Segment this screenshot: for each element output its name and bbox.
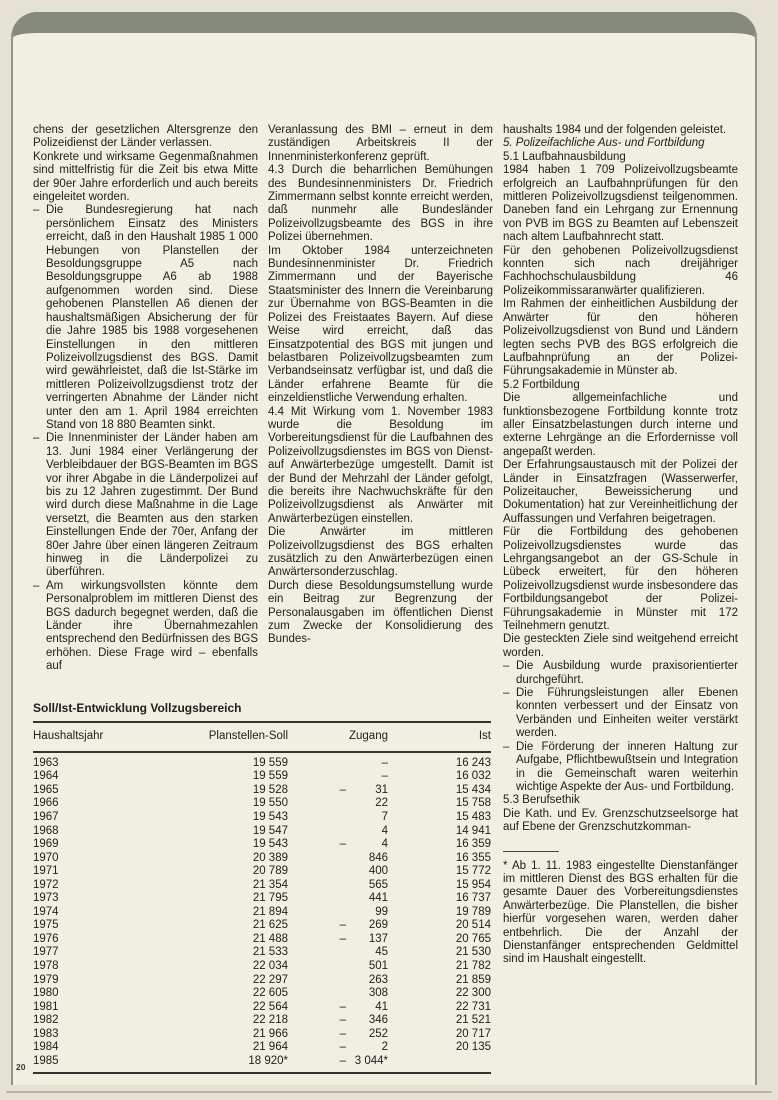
table-row bbox=[33, 919, 491, 933]
cell-zugang bbox=[288, 906, 388, 920]
cell-ist: 15 772 bbox=[455, 865, 491, 878]
page-content bbox=[33, 124, 738, 1074]
column-1 bbox=[33, 124, 258, 690]
minus-sign: – bbox=[339, 1041, 346, 1054]
table-row bbox=[33, 865, 491, 879]
cell-ist: 14 941 bbox=[455, 824, 491, 837]
zugang-value: 565 bbox=[368, 878, 388, 891]
paragraph: 1984 haben 1 709 Polizeivollzugsbeamte erfolgreich an Laufbahnprüfungen für den mittleren Polizeivollzugsdienst teilgenommen. Daneben fand ein Lehrgang zur Ernennung von PVB im BGS zu Beamten auf Lebenszeit nach altem Laufbahnrecht statt. bbox=[503, 164, 738, 244]
cell-ist: 21 530 bbox=[455, 946, 491, 959]
cell-haushaltsjahr: 1976 bbox=[33, 932, 59, 945]
cell-zugang bbox=[288, 852, 388, 866]
paragraph: Die Anwärter im mittleren Polizeivollzugsdienst des BGS erhalten zusätzlich zu den Anwärterbezügen einen Anwärtersonderzuschlag. bbox=[268, 526, 493, 579]
minus-sign: – bbox=[339, 1014, 346, 1027]
cell-haushaltsjahr: 1967 bbox=[33, 811, 59, 823]
cell-planstellen-soll: 21 966 bbox=[252, 1027, 288, 1040]
cell-haushaltsjahr: 1973 bbox=[33, 892, 59, 905]
cell-zugang bbox=[288, 946, 388, 960]
paragraph: Der Erfahrungsaustausch mit der Polizei der Länder in Einsatzfragen (Wasserwerfer, Polizeitaucher, Beweissicherung und Dokumentation) hat zur Vereinheitlichung der Auffassungen und Verfahren beigetragen. bbox=[503, 459, 738, 525]
minus-sign: – bbox=[339, 1000, 346, 1013]
zugang-value: 346 bbox=[368, 1014, 388, 1027]
text-columns bbox=[33, 124, 493, 690]
cell-planstellen-soll: 19 559 bbox=[252, 770, 288, 783]
paragraph: Im Rahmen der einheitlichen Ausbildung der Anwärter für den höheren Polizeivollzugsdienst von Bund und Ländern legten sechs PVB des BGS erfolgreich die Laufbahnprüfung an der Polizei-Führungsakademie in Münster ab. bbox=[503, 298, 738, 378]
section-heading-5-1: 5.1 Laufbahnausbildung bbox=[503, 150, 626, 163]
left-region bbox=[33, 124, 493, 1074]
table-row bbox=[33, 797, 491, 811]
cell-zugang bbox=[288, 1055, 388, 1074]
dash-item bbox=[33, 580, 258, 674]
dash-item-text: Die Führungsleistungen aller Ebenen konnten verbessert und der Einsatz von Verbänden und Einheiten weiter verstärkt werden. bbox=[516, 687, 738, 740]
cell-haushaltsjahr: 1966 bbox=[33, 797, 59, 810]
next-page-edge bbox=[6, 1091, 772, 1093]
dash-item-text: Die Förderung der inneren Haltung zur Aufgabe, Pflichtbewußtsein und Integration in die Gemeinschaft waren weiterhin wichtige Aspekte der Aus- und Fortbildung. bbox=[516, 740, 738, 793]
minus-sign: – bbox=[339, 783, 346, 796]
minus-sign: – bbox=[339, 1054, 346, 1067]
cell-zugang bbox=[288, 960, 388, 974]
cell-ist: 15 434 bbox=[455, 783, 491, 796]
zugang-value: 4 bbox=[381, 824, 388, 837]
table-row bbox=[33, 879, 491, 893]
cell-ist: 16 355 bbox=[455, 851, 491, 864]
zugang-value: – bbox=[381, 770, 388, 783]
paragraph: Für die Fortbildung des gehobenen Polizeivollzugsdienstes wurde das Lehrgangsangebot an der GS-Schule in Lübeck erweitert, für den höheren Polizeivollzugsdienst wurde insbesondere das Fortbildungsangebot der Polizei-Führungsakademie in Münster mit 172 Teilnehmern genutzt. bbox=[503, 526, 738, 633]
table-row bbox=[33, 1014, 491, 1028]
section-heading-5: 5. Polizeifachliche Aus- und Fortbildung bbox=[503, 137, 705, 150]
cell-haushaltsjahr: 1971 bbox=[33, 865, 59, 878]
paragraph: Im Oktober 1984 unterzeichneten Bundesinnenminister Dr. Friedrich Zimmermann und der Bayerische Staatsminister des Innern die Vereinbarung zur Übernahme von BGS-Beamten in die Polizei des Freistaates Bayern. Auf diese Weise wird erreicht, daß das Einsatzpotential des BGS mit jungen und belastbaren Polizeivollzugsbeamten zum Verbandseinsatz verfügbar ist, und daß die Länder erfahrene Beamte für die einzeldienstliche Verwendung erhalten. bbox=[268, 244, 493, 405]
header-planstellen-soll: Planstellen-Soll bbox=[178, 722, 288, 751]
table-title: Soll/Ist-Entwicklung Vollzugsbereich bbox=[33, 701, 242, 715]
dash-marker: – bbox=[33, 204, 40, 217]
cell-zugang bbox=[288, 838, 388, 852]
cell-zugang bbox=[288, 865, 388, 879]
paragraph: Die allgemeinfachliche und funktionsbezogene Fortbildung konnte trotz aller Einsatzbelastungen durch interne und externe Lehrgänge an die Erfordernisse voll angepaßt werden. bbox=[503, 392, 738, 458]
section-heading-5-3: 5.3 Berufsethik bbox=[503, 794, 580, 807]
header-zugang: Zugang bbox=[288, 722, 388, 751]
paragraph: Durch diese Besoldungsumstellung wurde ein Beitrag zur Begrenzung der Personalausgaben im öffentlichen Dienst zum Zwecke der Konsolidierung des Bundes- bbox=[268, 579, 493, 646]
cell-planstellen-soll: 22 605 bbox=[252, 987, 288, 1000]
zugang-value: 441 bbox=[368, 892, 388, 905]
zugang-value: 31 bbox=[375, 783, 388, 796]
cell-zugang bbox=[288, 1028, 388, 1042]
cell-zugang bbox=[288, 811, 388, 825]
dash-item bbox=[33, 432, 258, 579]
footnote: * Ab 1. 11. 1983 eingestellte Dienstanfänger im mittleren Dienst des BGS erhalten für die gesamte Dauer des Vorbereitungsdienstes Anwärterbezüge. Die Planstellen, die bisher hierfür vorgesehen waren, werden daher entbehrlich. Die der Anzahl der Dienstanfänger entsprechenden Geldmittel sind im Haushalt eingestellt. bbox=[503, 859, 738, 966]
table-row bbox=[33, 987, 491, 1001]
paragraph: chens der gesetzlichen Altersgrenze den Polizeidienst der Länder verlassen. bbox=[33, 124, 258, 150]
cell-planstellen-soll: 22 218 bbox=[252, 1014, 288, 1027]
cell-ist: 21 859 bbox=[455, 973, 491, 986]
cell-ist: 15 758 bbox=[455, 797, 491, 810]
table-row bbox=[33, 946, 491, 960]
zugang-value: 4 bbox=[381, 838, 388, 851]
cell-planstellen-soll: 18 920* bbox=[248, 1054, 288, 1067]
table-row bbox=[33, 752, 491, 771]
cell-planstellen-soll: 19 559 bbox=[252, 756, 288, 769]
table-row bbox=[33, 838, 491, 852]
dash-item-text: Am wirkungsvollsten könnte dem Personalproblem im mittleren Dienst des BGS dadurch begegnet werden, daß die Länder ihre Übernahmezahlen entsprechend den Bedürfnissen des BGS erhöhen. Diese Frage wird – ebenfalls auf bbox=[46, 579, 258, 673]
cell-planstellen-soll: 20 789 bbox=[252, 865, 288, 878]
column-2 bbox=[268, 124, 493, 690]
paragraph-section-4-3: 4.3 Durch die beharrlichen Bemühungen des Bundesinnenministers Dr. Friedrich Zimmermann selbst konnte erreicht werden, daß nunmehr alle Bundesländer Polizeivollzugsbeamte des BGS in ihre Polizei übernehmen. bbox=[268, 164, 493, 244]
table-row bbox=[33, 974, 491, 988]
cell-haushaltsjahr: 1980 bbox=[33, 987, 59, 1000]
table-row bbox=[33, 906, 491, 920]
cell-zugang bbox=[288, 752, 388, 771]
paragraph-section-4-4: 4.4 Mit Wirkung vom 1. November 1983 wurde die Besoldung im Vorbereitungsdienst für die Laufbahnen des Polizeivollzugsdienstes im BGS von Dienst- auf Anwärterbezüge umgestellt. Damit ist der Bund der Mehrzahl der Länder gefolgt, die bereits ihre Nachwuchskräfte für den Polizeivollzugsdienst als Anwärter mit Anwärterbezügen einstellen. bbox=[268, 405, 493, 525]
cell-ist: 16 359 bbox=[455, 838, 491, 851]
cell-ist: 20 514 bbox=[455, 919, 491, 932]
table-row bbox=[33, 892, 491, 906]
cell-haushaltsjahr: 1975 bbox=[33, 919, 59, 932]
cell-haushaltsjahr: 1977 bbox=[33, 946, 59, 959]
zugang-value: 7 bbox=[381, 811, 388, 823]
minus-sign: – bbox=[339, 919, 346, 932]
cell-haushaltsjahr: 1972 bbox=[33, 878, 59, 891]
table-row bbox=[33, 852, 491, 866]
cell-planstellen-soll: 19 547 bbox=[252, 824, 288, 837]
zugang-value: 2 bbox=[381, 1041, 388, 1054]
cell-planstellen-soll: 21 488 bbox=[252, 932, 288, 945]
cell-ist: 20 765 bbox=[455, 932, 491, 945]
cell-zugang bbox=[288, 1014, 388, 1028]
cell-ist: 21 521 bbox=[455, 1014, 491, 1027]
cell-haushaltsjahr: 1964 bbox=[33, 770, 59, 783]
table-row bbox=[33, 784, 491, 798]
cell-ist: 16 737 bbox=[455, 892, 491, 905]
dash-item bbox=[503, 660, 738, 687]
soll-ist-table bbox=[33, 721, 491, 1074]
cell-ist: 20 135 bbox=[455, 1041, 491, 1054]
cell-zugang bbox=[288, 933, 388, 947]
cell-haushaltsjahr: 1965 bbox=[33, 783, 59, 796]
table-row bbox=[33, 1001, 491, 1015]
cell-zugang bbox=[288, 770, 388, 784]
cell-planstellen-soll: 20 389 bbox=[252, 851, 288, 864]
cell-zugang bbox=[288, 974, 388, 988]
zugang-value: 846 bbox=[368, 851, 388, 864]
dash-item-text: Die Bundesregierung hat nach persönlichem Einsatz des Ministers erreicht, daß in den Haushalt 1985 1 000 Hebungen von Planstellen der Besoldungsgruppe A5 nach Besoldungsgruppe A6 ab 1988 aufgenommen worden sind. Diese gehobenen Planstellen A6 dienen der haushaltsmäßigen Absicherung der für die Jahre 1985 bis 1988 vorgesehenen Einstellungen in den mittleren Polizeivollzugsdienst des BGS. Damit wird gewährleistet, daß die Ist-Stärke im mittleren Polizeivollzugsdienst trotz der verringerten Abnahme der Länder nicht unter den am 1. April 1984 erreichten Stand von 18 880 Beamten sinkt. bbox=[46, 204, 258, 431]
cell-planstellen-soll: 21 625 bbox=[252, 919, 288, 932]
cell-haushaltsjahr: 1969 bbox=[33, 838, 59, 851]
cell-planstellen-soll: 21 354 bbox=[252, 878, 288, 891]
paragraph: haushalts 1984 und der folgenden geleistet. bbox=[503, 124, 727, 136]
zugang-value: 3 044* bbox=[354, 1054, 388, 1067]
cell-haushaltsjahr: 1984 bbox=[33, 1041, 59, 1054]
table-row bbox=[33, 960, 491, 974]
cell-ist: 20 717 bbox=[455, 1027, 491, 1040]
cell-zugang bbox=[288, 784, 388, 798]
dash-marker: – bbox=[33, 579, 40, 592]
cell-haushaltsjahr: 1983 bbox=[33, 1027, 59, 1040]
cell-haushaltsjahr: 1981 bbox=[33, 1000, 59, 1013]
dash-item bbox=[503, 687, 738, 741]
cell-ist: 16 243 bbox=[455, 756, 491, 769]
cell-planstellen-soll: 19 528 bbox=[252, 783, 288, 796]
zugang-value: 263 bbox=[368, 973, 388, 986]
cell-ist bbox=[388, 1055, 491, 1074]
zugang-value: 501 bbox=[368, 960, 388, 973]
cell-haushaltsjahr: 1978 bbox=[33, 960, 59, 973]
table-header-row bbox=[33, 722, 491, 751]
zugang-value: – bbox=[381, 756, 388, 769]
zugang-value: 269 bbox=[368, 919, 388, 932]
zugang-value: 308 bbox=[368, 987, 388, 1000]
dash-item bbox=[33, 204, 258, 432]
dash-item-text: Die Innenminister der Länder haben am 13. Juni 1984 einer Verlängerung der Verbleibdauer der BGS-Beamten im BGS vor ihrer Abgabe in die Länderpolizei auf bis zu 12 Jahren zugestimmt. Der Bund wird durch diese Maßnahme in die Lage versetzt, die Beamten aus den starken Einstellungen Ende der 70er, Anfang der 80er Jahre über einen längeren Zeitraum hinweg in die Länderpolizei zu überführen. bbox=[46, 432, 258, 579]
cell-zugang bbox=[288, 987, 388, 1001]
zugang-value: 22 bbox=[375, 797, 388, 810]
cell-planstellen-soll: 21 964 bbox=[252, 1041, 288, 1054]
table-body bbox=[33, 752, 491, 1074]
table-row bbox=[33, 811, 491, 825]
cell-ist: 22 300 bbox=[455, 987, 491, 1000]
zugang-value: 41 bbox=[375, 1000, 388, 1013]
cell-zugang bbox=[288, 919, 388, 933]
section-heading-5-2: 5.2 Fortbildung bbox=[503, 378, 580, 391]
cell-haushaltsjahr: 1985 bbox=[33, 1054, 59, 1067]
cell-haushaltsjahr: 1982 bbox=[33, 1014, 59, 1027]
cell-planstellen-soll: 19 543 bbox=[252, 811, 288, 823]
cell-ist: 19 789 bbox=[455, 905, 491, 918]
column-3 bbox=[503, 124, 738, 1074]
header-haushaltsjahr: Haushaltsjahr bbox=[33, 722, 178, 751]
paragraph: Für den gehobenen Polizeivollzugsdienst konnten sich nach dreijähriger Fachhochschulausbildung 46 Polizeikommissaranwärter qualifizieren. bbox=[503, 244, 738, 297]
dash-marker: – bbox=[33, 432, 40, 445]
dash-marker: – bbox=[503, 660, 510, 673]
cell-haushaltsjahr: 1963 bbox=[33, 756, 59, 769]
cell-zugang bbox=[288, 825, 388, 839]
paragraph: Die gesteckten Ziele sind weitgehend erreicht worden. bbox=[503, 633, 738, 659]
zugang-value: 45 bbox=[375, 946, 388, 959]
cell-zugang bbox=[288, 879, 388, 893]
page-number: 20 bbox=[16, 1062, 26, 1072]
cell-ist: 15 954 bbox=[455, 878, 491, 891]
cell-haushaltsjahr: 1970 bbox=[33, 851, 59, 864]
table-row bbox=[33, 825, 491, 839]
dash-marker: – bbox=[503, 687, 510, 700]
cell-planstellen-soll: 21 795 bbox=[252, 892, 288, 905]
dash-item bbox=[503, 741, 738, 795]
cell-ist: 22 731 bbox=[455, 1000, 491, 1013]
zugang-value: 400 bbox=[368, 865, 388, 878]
paragraph: Die Kath. und Ev. Grenzschutzseelsorge hat auf Ebene der Grenzschutzkomman- bbox=[503, 807, 738, 834]
cell-planstellen-soll: 22 297 bbox=[252, 973, 288, 986]
cell-zugang bbox=[288, 892, 388, 906]
header-ist: Ist bbox=[388, 722, 491, 751]
cell-zugang bbox=[288, 1041, 388, 1055]
table-row bbox=[33, 1028, 491, 1042]
table-row bbox=[33, 933, 491, 947]
table-section bbox=[33, 702, 493, 1074]
cell-planstellen-soll: 21 894 bbox=[252, 905, 288, 918]
cell-ist: 16 032 bbox=[455, 770, 491, 783]
table-row bbox=[33, 1055, 491, 1074]
minus-sign: – bbox=[339, 1027, 346, 1040]
cell-planstellen-soll: 19 543 bbox=[252, 838, 288, 851]
dash-marker: – bbox=[503, 740, 510, 753]
cell-haushaltsjahr: 1968 bbox=[33, 824, 59, 837]
dash-item-text: Die Ausbildung wurde praxisorientierter durchgeführt. bbox=[516, 660, 738, 686]
cell-zugang bbox=[288, 1001, 388, 1015]
table-row bbox=[33, 1041, 491, 1055]
minus-sign: – bbox=[339, 838, 346, 851]
footnote-rule bbox=[503, 851, 559, 852]
cell-ist: 15 483 bbox=[455, 811, 491, 823]
zugang-value: 99 bbox=[375, 905, 388, 918]
cell-planstellen-soll: 22 034 bbox=[252, 960, 288, 973]
cell-planstellen-soll: 19 550 bbox=[252, 797, 288, 810]
paragraph: Konkrete und wirksame Gegenmaßnahmen sind mittelfristig für die Zeit bis etwa Mitte der 90er Jahre erforderlich und auch bereits eingeleitet worden. bbox=[33, 150, 258, 204]
zugang-value: 137 bbox=[368, 932, 388, 945]
cell-planstellen-soll: 21 533 bbox=[252, 946, 288, 959]
minus-sign: – bbox=[339, 932, 346, 945]
cell-haushaltsjahr: 1974 bbox=[33, 905, 59, 918]
cell-haushaltsjahr: 1979 bbox=[33, 973, 59, 986]
paragraph: Veranlassung des BMI – erneut in dem zuständigen Arbeitskreis II der Innenministerkonferenz geprüft. bbox=[268, 124, 493, 163]
cell-zugang bbox=[288, 797, 388, 811]
cell-ist: 21 782 bbox=[455, 960, 491, 973]
table-row bbox=[33, 770, 491, 784]
zugang-value: 252 bbox=[368, 1027, 388, 1040]
cell-planstellen-soll: 22 564 bbox=[252, 1000, 288, 1013]
